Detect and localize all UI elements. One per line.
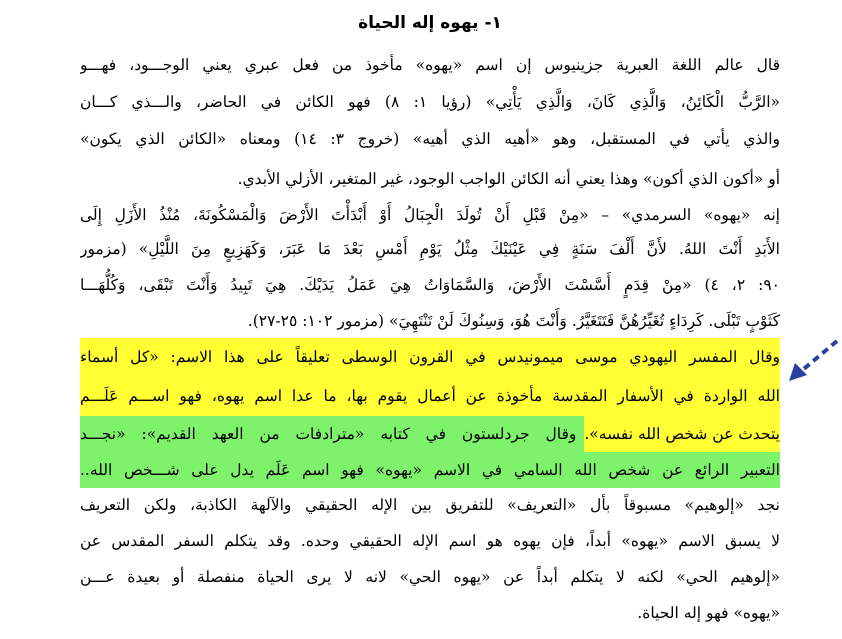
dashed-arrow-icon — [785, 335, 841, 385]
paragraph-line-4: أو «أكون الذي أكون» وهذا يعني أنه الكائن الواجب الوجود، غير المتغير، الأزلي الأبدي. — [237, 170, 780, 188]
paragraph-line-6: الأَبَدِ أَنْتَ اللهُ. لأَنَّ أَلْفَ سَنَةٍ فِي عَيْنَيْكَ مِثْلُ يَوْمِ أَمْسِ بَعْدَ مَا عَبَرَ، وَكَهَزِيعٍ مِنَ اللَّيْلِ» (مزمور — [80, 240, 780, 258]
paragraph-line-17: «يهوه» فهو إله الحياة. — [637, 604, 780, 622]
paragraph-line-3: والذي يأتي في المستقبل، وهو «أهيه الذي أهيه» (خروج ٣: ١٤) ومعناه «الكائن الذي يكون» — [80, 130, 780, 148]
green-highlighted-line: التعبير الرائع عن شخص الله السامي في الاسم «يهوه» فهو اسم عَلَم يدل على شـــخص الله.. — [80, 452, 780, 488]
paragraph-line-8: كَثَوْبٍ تَبْلَى. كَرِدَاءٍ تُغَيِّرُهُنَّ فَتَتَغَيَّرُ. وَأَنْتَ هُوَ، وَسِنُوكَ لَنْ تَنْتَهِيَ» (مزمور ١٠٢: ٢٥-٢٧). — [247, 312, 780, 330]
paragraph-line-2: «الرَّبُّ الْكَائِنُ، وَالَّذِي كَانَ، وَالَّذِي يَأْتِي» (رؤيا ١: ٨) فهو الكائن في الحاضر، والـــذي كـــان — [80, 93, 780, 111]
green-highlight-segment: وقال جردلستون في كتابه «مترادفات من العهد القديم»: «نجـــد — [80, 416, 584, 452]
paragraph-line-16: «إلوهيم الحي» لكنه لا يتكلم أبداً عن «يهوه الحي» لانه لا يرى الحياة منفصلة أو بعيدة عـــن — [80, 568, 780, 586]
section-heading: ١- يهوه إله الحياة — [358, 13, 502, 33]
paragraph-line-1: قال عالم اللغة العبرية جزينيوس إن اسم «يهوه» مأخوذ من فعل عبري يعني الوجـــود، فهـــو — [80, 56, 780, 74]
paragraph-line-7: ٩٠: ٢، ٤) «مِنْ قِدَمٍ أَسَّسْتَ الأَرْضَ، وَالسَّمَاوَاتُ هِيَ عَمَلُ يَدَيْكَ. هِيَ تَبِيدُ وَأَنْتَ تَبْقَى، وَكُلُّهَـــا — [80, 276, 780, 294]
highlighted-quote-line-1: وقال المفسر اليهودي موسى ميمونيدس في القرون الوسطى تعليقاً على هذا الاسم: «كل أسماء — [80, 338, 780, 376]
paragraph-line-5: إنه «يهوه» السرمدي» – «مِنْ قَبْلِ أَنْ تُولَدَ الْجِبَالُ أَوْ أَبْدَأْتَ الأَرْضَ وَالْمَسْكُونَةَ، مُنْذُ الأَزَلِ إِلَى — [80, 206, 780, 224]
paragraph-line-15: لا يسبق الاسم «يهوه» أبداً، فإن يهوه هو اسم الإله الحقيقي وحده. وقد يتكلم السفر المقدس عن — [80, 532, 780, 550]
paragraph-line-14: نجد «إلوهيم» مسبوقاً بأل «التعريف» للتفريق بين الإله الحقيقي والآلهة الكاذبة، ولكن التعريف — [80, 496, 780, 514]
highlighted-quote-line-2: الله الواردة في الأسفار المقدسة مأخوذة عن أعمال يقوم بها، ما عدا اسم يهوه، فهو اســـم عَلَـــم — [80, 376, 780, 416]
highlighted-split-line — [80, 416, 780, 452]
document-page — [80, 0, 780, 639]
yellow-highlight-segment: يتحدث عن شخص الله نفسه». — [584, 416, 780, 452]
